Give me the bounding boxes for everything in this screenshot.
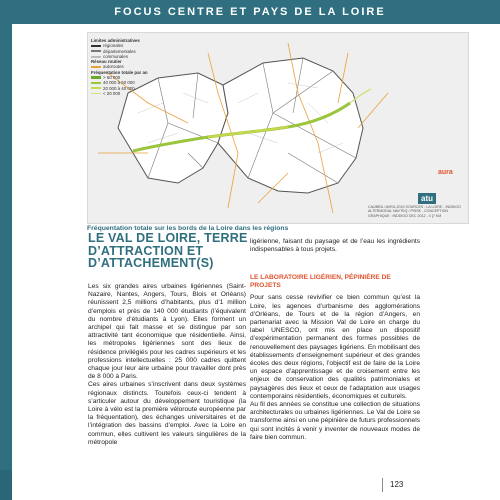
map-legend <box>91 38 175 96</box>
legend-label: communales <box>103 53 128 59</box>
legend-label: > 60 000 <box>103 75 121 81</box>
legend-title-admin: Limites administratives <box>91 38 140 43</box>
paragraph-4: Pour sans cesse revivifier ce bien commun qu’est la Loire, les agences d’urbanisme des agglomérations d’Orléans, de Tours et de la région d’Angers, en partenariat avec la Mission Val de Loire en charge du label UNESCO, ont mis en place un dispositif d’expérimentation permanent des formes possibles de renouvellement des paysages ligériens. En mobilisant des établissements d’enseignement supérieur et des grandes écoles des deux régions, l’objectif est de faire de la Loire un espace d’apprentissage et de croisement entre les enjeux de conservation des qualités patrimoniales et paysagères des lieux et ceux de l’adaptation aux usages contemporains résidentiels, économiques et culturels. <box>250 294 420 400</box>
legend-label: 40 000 à 60 000 <box>103 80 135 86</box>
paragraph-5: Au fil des années se constitue une collection de situations architecturales ou urbaines ligériennes. Le Val de Loire se transforme ainsi en une pépinière de futurs professionnels qui sont incités à venir y inventer de nouveaux modes de faire bien commun. <box>250 401 420 441</box>
logo-atu: atu <box>418 193 436 204</box>
legend-title-frequentation: Fréquentation totale par an <box>91 69 148 75</box>
legend-label: autoroutes <box>103 64 124 70</box>
paragraph-1: Les six grandes aires urbaines ligériennes (Saint-Nazaire, Nantes, Angers, Tours, Blois et Orléans) réunissent 2,5 millions d’habitants, plus d’1 million d’emplois et près de 140 000 étudiants (l’équivalent du nombre d’étudiants à Lyon). Elles forment un archipel qui fait masse et se distingue par son attractivité tant économique que résidentielle. Ainsi, les métropoles ligériennes sont des lieux de résidence privilégiés pour les cadres supérieurs et les professions intellectuelles : 25 000 cadres quittent chaque jour leur aire urbaine pour travailler dont près de 8 000 à Paris. <box>88 283 246 381</box>
map-credit: CAUBRA / AVRIL 2015 SOURCES : LA LOIRE - INDDIGO ALTERMODAL NAVTEQ / PISSE , CONCEPTION GRAPHIQUE : INDDIGO DEC 2012 - 0 (7 KM <box>368 205 461 218</box>
legend-title-roads: Réseau routier <box>91 59 122 65</box>
figure-caption: Fréquentation totale sur les bords de la Loire dans les régions <box>87 225 289 232</box>
map-figure <box>87 32 469 224</box>
subheading: LE LABORATOIRE LIGÉRIEN, PÉPINIÈRE DE PROJETS <box>250 274 391 290</box>
right-column <box>250 238 420 442</box>
page-number-divider <box>382 478 383 492</box>
legend-row-b4 <box>91 91 175 96</box>
paragraph-3: ligérienne, faisant du paysage et de l’eau les ingrédients indispensables à tous projets. <box>250 238 420 254</box>
paragraph-2: Ces aires urbaines s’inscrivent dans deux systèmes régionaux distincts. Toutefois ceux-ci tendent à s’articuler autour du développement touristique (la Loire à vélo est la première véloroute européenne par la fréquentation), des échanges universitaires et de l’intégration des bassins d’emploi. Avec la Loire en commun, elles cultivent les valeurs singulières de la métropole <box>88 381 246 446</box>
sidebar-strip-bottom <box>0 470 12 500</box>
legend-label: 20 000 à 40 000 <box>103 85 135 91</box>
legend-label: départementales <box>103 48 136 54</box>
section-title: FOCUS CENTRE ET PAYS DE LA LOIRE <box>114 6 386 18</box>
sidebar-strip <box>0 24 12 500</box>
page-number: 123 <box>390 480 404 489</box>
legend-label: régionales <box>103 43 124 49</box>
article-heading: LE VAL DE LOIRE, TERRE D’ATTRACTION ET D’ATTACHEMENT(S) <box>88 231 248 270</box>
left-column <box>88 283 246 447</box>
logo-aura: aura <box>438 169 453 176</box>
legend-label: < 20 000 <box>103 90 121 96</box>
